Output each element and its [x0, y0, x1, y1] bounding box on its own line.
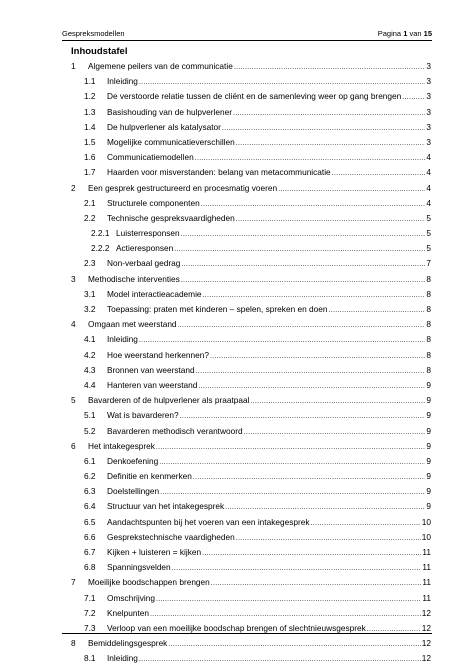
- toc-entry[interactable]: [71, 378, 431, 393]
- toc-entry-page: 10: [421, 531, 431, 542]
- toc-entry-page: 3: [426, 91, 431, 102]
- toc-entry-page: 8: [426, 349, 431, 360]
- toc-entry-page: 3: [426, 76, 431, 87]
- toc-entry-number: 1.3: [84, 106, 96, 117]
- toc-entry-number: 4.2: [84, 349, 96, 360]
- toc-dot-leader: [311, 516, 421, 531]
- toc-entry-page: 12: [421, 638, 431, 649]
- toc-entry-title: Bronnen van weerstand: [107, 364, 195, 375]
- toc-entry-title: Denkoefening: [107, 455, 159, 466]
- toc-entry-number: 2.2: [84, 212, 96, 223]
- toc-entry-number: 2: [71, 182, 76, 193]
- toc-entry-number: 6.2: [84, 471, 96, 482]
- toc-entry[interactable]: [71, 424, 431, 439]
- toc-dot-leader: [234, 60, 426, 75]
- toc-entry-page: 5: [426, 212, 431, 223]
- toc-dot-leader: [195, 151, 426, 166]
- toc-title: Inhoudstafel: [71, 46, 128, 57]
- toc-dot-leader: [178, 318, 426, 333]
- toc-entry-page: 9: [426, 486, 431, 497]
- toc-dot-leader: [174, 242, 425, 257]
- toc-entry-page: 4: [426, 182, 431, 193]
- toc-entry[interactable]: [71, 545, 431, 560]
- toc-entry-title: Basishouding van de hulpverlener: [107, 106, 233, 117]
- toc-dot-leader: [156, 592, 421, 607]
- toc-entry-page: 8: [426, 334, 431, 345]
- toc-entry[interactable]: [71, 59, 431, 74]
- page-sep: van: [409, 29, 422, 38]
- toc-entry-number: 1.5: [84, 136, 96, 147]
- toc-entry-title: Technische gespreksvaardigheden: [107, 212, 235, 223]
- toc-entry[interactable]: [71, 135, 431, 150]
- toc-entry-title: Bavarderen methodisch verantwoord: [107, 425, 243, 436]
- toc-entry-number: 4: [71, 319, 76, 330]
- table-of-contents: [71, 59, 431, 667]
- toc-entry-title: Omschrijving: [107, 592, 155, 603]
- toc-entry-number: 3.2: [84, 304, 96, 314]
- toc-entry-page: 5: [426, 243, 431, 254]
- toc-dot-leader: [168, 637, 420, 652]
- toc-entry-number: 2.2.2: [91, 243, 110, 254]
- toc-entry-title: Model interactieacademie: [107, 288, 202, 299]
- toc-entry[interactable]: [71, 484, 431, 499]
- toc-entry-title: Non-verbaal gedrag: [107, 258, 181, 269]
- toc-entry-number: 6: [71, 440, 76, 451]
- toc-entry-title: Hanteren van weerstand: [107, 379, 198, 390]
- toc-dot-leader: [236, 531, 421, 546]
- toc-entry[interactable]: [71, 363, 431, 378]
- toc-entry-number: 2.2.1: [91, 228, 110, 239]
- toc-entry-title: Het intakegesprek: [88, 440, 155, 451]
- toc-dot-leader: [139, 333, 425, 348]
- toc-entry-number: 3.1: [84, 288, 96, 299]
- toc-entry-number: 5: [71, 395, 76, 406]
- page-number: [378, 29, 432, 38]
- toc-entry-number: 6.4: [84, 501, 96, 512]
- toc-entry[interactable]: [71, 272, 431, 287]
- toc-entry-number: 5.2: [84, 425, 96, 436]
- toc-entry-title: Toepassing: praten met kinderen – spelen, spreken en doen: [107, 304, 328, 314]
- toc-entry[interactable]: [71, 408, 431, 423]
- toc-dot-leader: [150, 607, 421, 622]
- toc-entry-title: Bavarderen of de hulpverlener als praatpaal: [88, 395, 250, 406]
- toc-dot-leader: [210, 349, 425, 364]
- toc-dot-leader: [139, 75, 425, 90]
- toc-entry-page: 3: [426, 121, 431, 132]
- page-current: 1: [403, 29, 408, 38]
- toc-entry-number: 6.6: [84, 531, 96, 542]
- toc-entry-title: Verloop van een moeilijke boodschap brengen of slechtnieuwsgesprek: [107, 622, 366, 633]
- toc-entry-page: 9: [426, 455, 431, 466]
- toc-entry-page: 3: [426, 136, 431, 147]
- toc-entry-number: 2.1: [84, 197, 96, 208]
- toc-entry-page: 3: [426, 106, 431, 117]
- toc-entry-number: 6.5: [84, 516, 96, 527]
- toc-entry[interactable]: [71, 256, 431, 271]
- toc-dot-leader: [332, 166, 426, 181]
- toc-dot-leader: [181, 257, 425, 272]
- toc-entry[interactable]: [71, 241, 431, 256]
- toc-dot-leader: [160, 485, 425, 500]
- toc-dot-leader: [203, 288, 426, 303]
- toc-dot-leader: [225, 500, 425, 515]
- toc-entry[interactable]: [71, 454, 431, 469]
- toc-entry-page: 9: [426, 379, 431, 390]
- toc-entry[interactable]: [71, 332, 431, 347]
- toc-entry[interactable]: [71, 287, 431, 302]
- toc-entry-page: 8: [426, 273, 431, 284]
- toc-entry[interactable]: [71, 651, 431, 666]
- toc-entry-number: 5.1: [84, 410, 96, 421]
- toc-entry-page: 7: [426, 258, 431, 269]
- toc-entry-page: 10: [421, 516, 431, 527]
- page-header: [62, 29, 432, 38]
- toc-entry-number: 4.3: [84, 364, 96, 375]
- toc-dot-leader: [156, 440, 426, 455]
- toc-dot-leader: [196, 364, 426, 379]
- toc-entry[interactable]: [71, 606, 431, 621]
- toc-dot-leader: [202, 546, 421, 561]
- toc-entry[interactable]: [71, 591, 431, 606]
- toc-dot-leader: [402, 90, 425, 105]
- toc-entry[interactable]: [71, 530, 431, 545]
- toc-entry-page: 11: [422, 547, 431, 557]
- toc-entry-page: 9: [426, 395, 431, 406]
- toc-entry-title: Moeilijke boodschappen brengen: [88, 577, 210, 588]
- toc-entry[interactable]: [71, 150, 431, 165]
- toc-entry-page: 9: [426, 440, 431, 451]
- toc-entry[interactable]: [71, 226, 431, 241]
- toc-entry[interactable]: [71, 120, 431, 135]
- toc-entry-number: 4.4: [84, 379, 96, 390]
- toc-dot-leader: [139, 652, 421, 667]
- toc-entry[interactable]: [71, 560, 431, 575]
- toc-dot-leader: [244, 425, 426, 440]
- toc-entry-title: Omgaan met weerstand: [88, 319, 177, 330]
- toc-entry[interactable]: [71, 499, 431, 514]
- toc-entry[interactable]: [71, 165, 431, 180]
- toc-entry-title: Structurele componenten: [107, 197, 200, 208]
- toc-entry-number: 7.3: [84, 622, 96, 633]
- toc-entry-number: 6.8: [84, 562, 96, 573]
- toc-entry-number: 6.1: [84, 455, 96, 466]
- toc-entry[interactable]: [71, 515, 431, 530]
- toc-dot-leader: [328, 303, 425, 318]
- toc-dot-leader: [233, 106, 425, 121]
- toc-entry[interactable]: [71, 439, 431, 454]
- toc-entry-title: Spanningsvelden: [107, 562, 171, 573]
- toc-entry-title: Methodische interventies: [88, 273, 180, 284]
- toc-entry-title: Communicatiemodellen: [107, 152, 194, 163]
- toc-entry-title: Aandachtspunten bij het voeren van een intakegesprek: [107, 516, 310, 527]
- toc-entry-number: 7: [71, 577, 76, 588]
- toc-entry-title: Inleiding: [107, 334, 138, 345]
- toc-entry[interactable]: [71, 575, 431, 590]
- toc-entry-page: 4: [426, 152, 431, 163]
- toc-dot-leader: [159, 455, 425, 470]
- toc-entry-page: 8: [426, 304, 431, 314]
- toc-entry-title: Inleiding: [107, 76, 138, 87]
- toc-dot-leader: [181, 227, 426, 242]
- toc-entry-title: Hoe weerstand herkennen?: [107, 349, 209, 360]
- toc-dot-leader: [193, 470, 426, 485]
- toc-entry-number: 1: [71, 61, 76, 71]
- toc-entry-number: 8.1: [84, 653, 96, 664]
- toc-entry-title: Kijken + luisteren = kijken: [107, 547, 202, 557]
- toc-entry[interactable]: [71, 348, 431, 363]
- toc-entry[interactable]: [71, 393, 431, 408]
- toc-entry-title: Bemiddelingsgesprek: [88, 638, 168, 649]
- toc-entry[interactable]: [71, 211, 431, 226]
- toc-entry-page: 11: [422, 592, 431, 603]
- toc-entry-page: 8: [426, 319, 431, 330]
- toc-entry-page: 4: [426, 197, 431, 208]
- toc-entry-page: 5: [426, 228, 431, 239]
- toc-entry[interactable]: [71, 181, 431, 196]
- toc-entry-page: 12: [421, 607, 431, 618]
- toc-entry-page: 9: [426, 410, 431, 421]
- toc-entry-number: 8: [71, 638, 76, 649]
- toc-entry-page: 12: [421, 622, 431, 633]
- toc-dot-leader: [180, 409, 426, 424]
- toc-dot-leader: [172, 561, 422, 576]
- header-rule: [62, 40, 432, 41]
- toc-dot-leader: [181, 273, 426, 288]
- toc-entry-title: De hulpverlener als katalysator: [107, 121, 221, 132]
- toc-entry-number: 1.2: [84, 91, 96, 102]
- toc-dot-leader: [250, 394, 425, 409]
- toc-entry-number: 1.7: [84, 167, 96, 178]
- toc-entry-page: 8: [426, 364, 431, 375]
- toc-entry[interactable]: [71, 89, 431, 104]
- toc-entry-number: 4.1: [84, 334, 96, 345]
- toc-entry-page: 4: [426, 167, 431, 178]
- page-label: Pagina: [377, 29, 402, 38]
- toc-dot-leader: [211, 576, 422, 591]
- toc-entry-title: Haarden voor misverstanden: belang van metacommunicatie: [107, 167, 331, 178]
- toc-entry-number: 7.1: [84, 592, 96, 603]
- toc-entry-page: 9: [426, 501, 431, 512]
- toc-dot-leader: [236, 136, 426, 151]
- toc-entry[interactable]: [71, 105, 431, 120]
- toc-entry[interactable]: [71, 196, 431, 211]
- toc-entry-number: 1.4: [84, 121, 96, 132]
- toc-entry-title: Algemene peilers van de communicatie: [88, 61, 233, 71]
- toc-entry-title: Actieresponsen: [116, 243, 174, 254]
- toc-entry-title: Een gesprek gestructureerd en procesmatig voeren: [88, 182, 278, 193]
- toc-entry-page: 9: [426, 425, 431, 436]
- toc-entry-number: 6.3: [84, 486, 96, 497]
- toc-entry-title: Inleiding: [107, 653, 138, 664]
- toc-entry-title: Structuur van het intakegesprek: [107, 501, 225, 512]
- toc-entry-number: 1.1: [84, 76, 96, 87]
- toc-entry-page: 11: [422, 577, 431, 588]
- toc-entry-title: Definitie en kenmerken: [107, 471, 192, 482]
- page-total: 15: [423, 29, 432, 38]
- toc-entry[interactable]: [71, 302, 431, 317]
- toc-entry-page: 11: [422, 562, 431, 573]
- toc-entry-title: Knelpunten: [107, 607, 149, 618]
- footer-rule: [62, 633, 432, 634]
- toc-entry-title: Gesprekstechnische vaardigheden: [107, 531, 235, 542]
- toc-entry-title: Luisterresponsen: [116, 228, 180, 239]
- toc-entry-number: 7.2: [84, 607, 96, 618]
- toc-entry-number: 2.3: [84, 258, 96, 269]
- toc-entry[interactable]: [71, 636, 431, 651]
- toc-entry-title: De verstoorde relatie tussen de cliënt en de samenleving weer op gang brengen: [107, 91, 402, 102]
- toc-entry[interactable]: [71, 317, 431, 332]
- toc-entry[interactable]: [71, 469, 431, 484]
- toc-entry[interactable]: [71, 74, 431, 89]
- toc-entry-title: Wat is bavarderen?: [107, 410, 179, 421]
- toc-dot-leader: [367, 622, 421, 637]
- toc-entry-page: 8: [426, 288, 431, 299]
- toc-entry-page: 3: [426, 61, 431, 71]
- toc-dot-leader: [278, 182, 425, 197]
- toc-entry-page: 9: [426, 471, 431, 482]
- toc-entry-title: Doelstellingen: [107, 486, 160, 497]
- toc-entry-title: Mogelijke communicatieverschillen: [107, 136, 235, 147]
- toc-dot-leader: [222, 121, 425, 136]
- toc-entry-number: 6.7: [84, 547, 96, 557]
- toc-entry-number: 1.6: [84, 152, 96, 163]
- toc-dot-leader: [236, 212, 426, 227]
- toc-dot-leader: [198, 379, 425, 394]
- toc-dot-leader: [201, 197, 426, 212]
- document-title: Gespreksmodellen: [62, 29, 125, 38]
- toc-entry-page: 12: [421, 653, 431, 664]
- toc-entry-number: 3: [71, 273, 76, 284]
